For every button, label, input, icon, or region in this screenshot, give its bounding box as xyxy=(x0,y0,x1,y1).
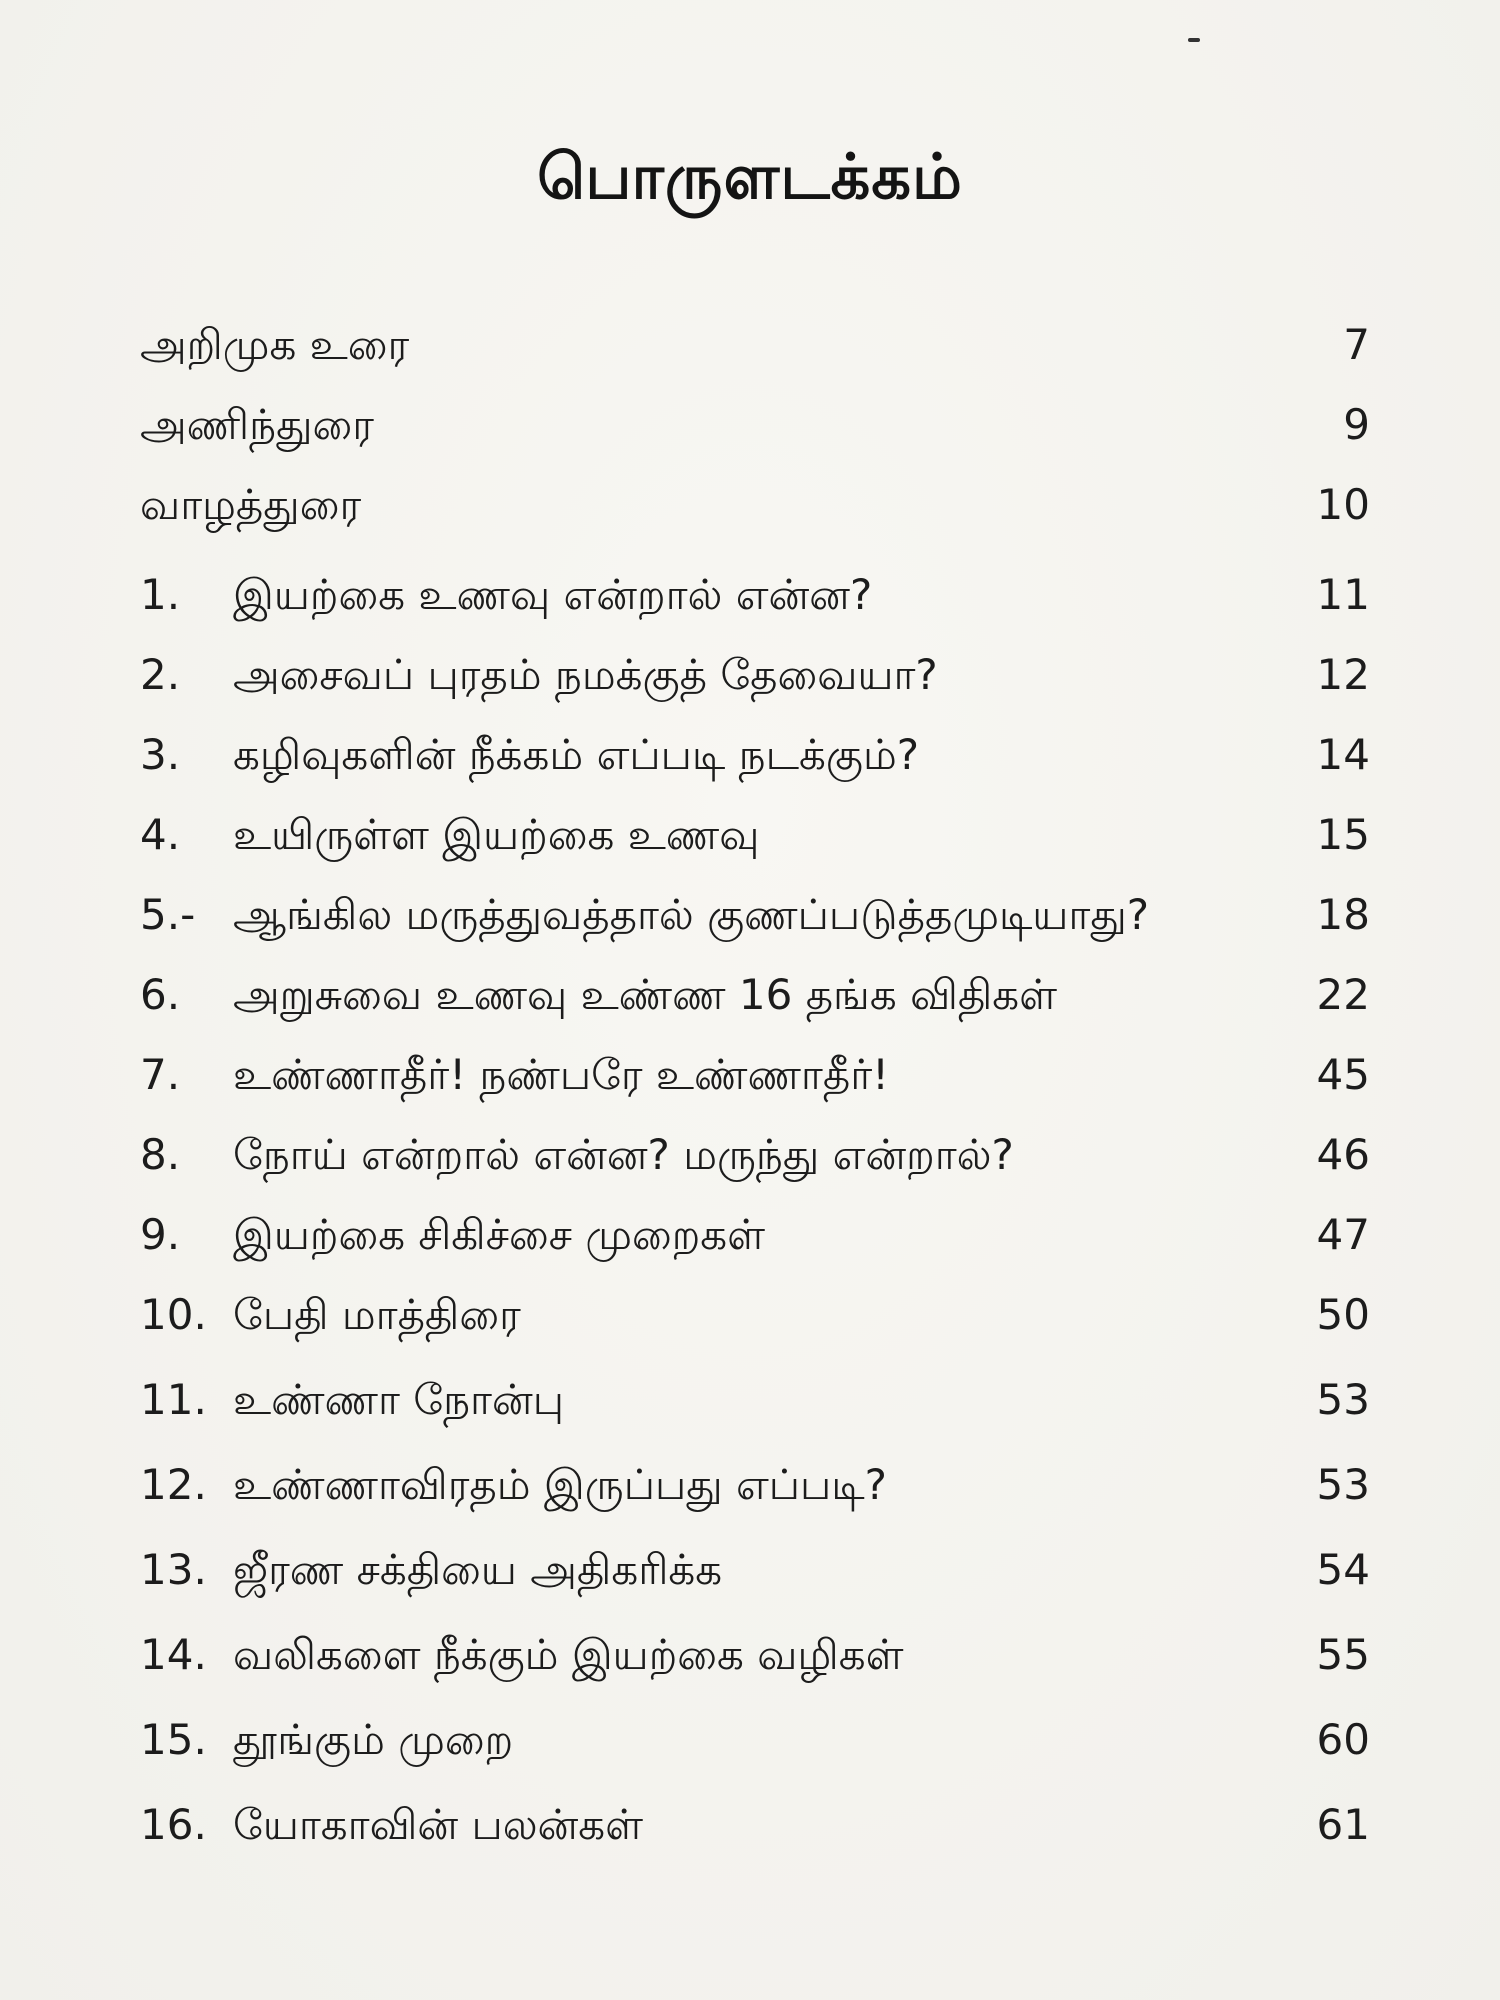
chapter-number: 3. xyxy=(140,730,181,779)
chapter-number: 8. xyxy=(140,1130,181,1179)
toc-chapter xyxy=(140,640,1370,710)
chapter-number: 1. xyxy=(140,570,181,619)
toc-entry-foreword xyxy=(140,390,1370,460)
chapter-title: அறுசுவை உணவு உண்ண 16 தங்க விதிகள் xyxy=(233,970,1058,1019)
chapter-title: ஆங்கில மருத்துவத்தால் குணப்படுத்தமுடியாது? xyxy=(233,890,1150,939)
chapter-page: 11 xyxy=(1316,570,1370,619)
chapter-title: அசைவப் புரதம் நமக்குத் தேவையா? xyxy=(233,650,938,699)
toc-entry-page: 10 xyxy=(1316,480,1370,529)
chapter-number: 16. xyxy=(140,1800,207,1849)
chapter-page: 54 xyxy=(1316,1545,1370,1594)
toc-chapter xyxy=(140,1040,1370,1110)
toc-chapter xyxy=(140,720,1370,790)
toc-chapter xyxy=(140,1790,1370,1860)
chapter-page: 46 xyxy=(1316,1130,1370,1179)
chapter-title: உயிருள்ள இயற்கை உணவு xyxy=(233,810,760,859)
toc-chapter xyxy=(140,1450,1370,1520)
chapter-page: 22 xyxy=(1316,970,1370,1019)
chapter-number: 6. xyxy=(140,970,181,1019)
toc-chapter xyxy=(140,960,1370,1030)
toc-entry-label: வாழத்துரை xyxy=(140,480,362,529)
ink-mark xyxy=(1188,38,1200,42)
chapter-number: 4. xyxy=(140,810,181,859)
chapter-number: 12. xyxy=(140,1460,207,1509)
chapter-number: 5.- xyxy=(140,890,196,939)
chapter-title: உண்ணா நோன்பு xyxy=(233,1375,564,1424)
chapter-title: தூங்கும் முறை xyxy=(233,1715,514,1764)
chapter-number: 2. xyxy=(140,650,181,699)
toc-entry-greeting xyxy=(140,470,1370,540)
chapter-number: 13. xyxy=(140,1545,207,1594)
chapter-page: 45 xyxy=(1316,1050,1370,1099)
chapter-title: உண்ணாதீர்! நண்பரே உண்ணாதீர்! xyxy=(233,1050,890,1099)
chapter-page: 15 xyxy=(1316,810,1370,859)
toc-chapter xyxy=(140,1365,1370,1435)
chapter-title: யோகாவின் பலன்கள் xyxy=(233,1800,644,1849)
chapter-title: கழிவுகளின் நீக்கம் எப்படி நடக்கும்? xyxy=(233,730,920,779)
chapter-number: 7. xyxy=(140,1050,181,1099)
chapter-title: இயற்கை உணவு என்றால் என்ன? xyxy=(233,570,873,619)
chapter-title: ஜீரண சக்தியை அதிகரிக்க xyxy=(233,1545,723,1594)
chapter-number: 11. xyxy=(140,1375,207,1424)
toc-chapter xyxy=(140,1535,1370,1605)
chapter-number: 14. xyxy=(140,1630,207,1679)
page-title: பொருளடக்கம் xyxy=(537,140,963,213)
chapter-number: 9. xyxy=(140,1210,181,1259)
toc-chapter xyxy=(140,1705,1370,1775)
chapter-title: இயற்கை சிகிச்சை முறைகள் xyxy=(233,1210,766,1259)
toc-chapter xyxy=(140,1620,1370,1690)
chapter-number: 10. xyxy=(140,1290,207,1339)
toc-entry-page: 9 xyxy=(1343,400,1370,449)
chapter-page: 12 xyxy=(1316,650,1370,699)
chapter-page: 47 xyxy=(1316,1210,1370,1259)
chapter-title: உண்ணாவிரதம் இருப்பது எப்படி? xyxy=(233,1460,887,1509)
chapter-page: 50 xyxy=(1316,1290,1370,1339)
toc-chapter xyxy=(140,560,1370,630)
chapter-page: 60 xyxy=(1316,1715,1370,1764)
chapter-page: 61 xyxy=(1316,1800,1370,1849)
chapter-title: நோய் என்றால் என்ன? மருந்து என்றால்? xyxy=(233,1130,1014,1179)
toc-entry-page: 7 xyxy=(1343,320,1370,369)
chapter-page: 53 xyxy=(1316,1460,1370,1509)
chapter-title: வலிகளை நீக்கும் இயற்கை வழிகள் xyxy=(233,1630,904,1679)
toc-chapter xyxy=(140,1120,1370,1190)
toc-chapter xyxy=(140,1280,1370,1350)
chapter-page: 18 xyxy=(1316,890,1370,939)
chapter-page: 55 xyxy=(1316,1630,1370,1679)
toc-entry-label: அறிமுக உரை xyxy=(140,320,410,369)
toc-chapter xyxy=(140,1200,1370,1270)
chapter-page: 53 xyxy=(1316,1375,1370,1424)
toc-entry-introduction xyxy=(140,310,1370,380)
toc-chapter xyxy=(140,800,1370,870)
chapter-page: 14 xyxy=(1316,730,1370,779)
chapter-title: பேதி மாத்திரை xyxy=(233,1290,521,1339)
chapter-number: 15. xyxy=(140,1715,207,1764)
toc-chapter xyxy=(140,880,1370,950)
toc-entry-label: அணிந்துரை xyxy=(140,400,374,449)
